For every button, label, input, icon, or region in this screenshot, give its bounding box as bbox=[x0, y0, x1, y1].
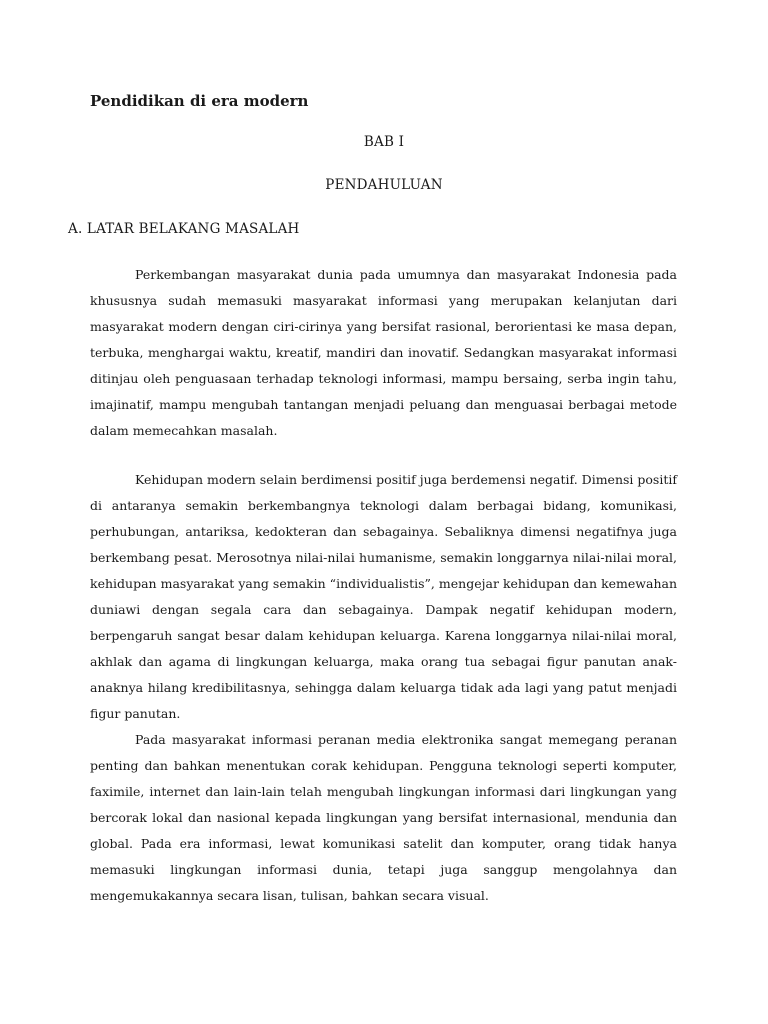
paragraph-1: Perkembangan masyarakat dunia pada umumnya dan masyarakat Indonesia pada khususnya sudah memasuki masyarakat informasi yang merupakan kelanjutan dari masyarakat modern dengan ciri-cirinya yang bersifat rasional, berorientasi ke masa depan, terbuka, menghargai waktu, kreatif, mandiri dan inovatif. Sedangkan masyarakat informasi ditinjau oleh penguasaan terhadap teknologi informasi, mampu bersaing, serba ingin tahu, imajinatif, mampu mengubah tantangan menjadi peluang dan menguasai berbagai metode dalam memecahkan masalah. bbox=[90, 267, 677, 438]
document-title: Pendidikan di era modern bbox=[90, 92, 309, 110]
chapter-number: BAB I bbox=[363, 134, 405, 150]
section-heading: A. LATAR BELAKANG MASALAH bbox=[68, 221, 300, 237]
paragraph-3: Pada masyarakat informasi peranan media elektronika sangat memegang peranan penting dan bahkan menentukan corak kehidupan. Pengguna teknologi seperti komputer, faximile, internet dan lain-lain telah mengubah lingkungan informasi dari lingkungan yang bercorak lokal dan nasional kepada lingkungan yang bersifat internasional, mendunia dan global. Pada era informasi, lewat komunikasi satelit dan komputer, orang tidak hanya memasuki lingkungan informasi dunia, tetapi juga sanggup mengolahnya dan mengemukakannya secara lisan, tulisan, bahkan secara visual. bbox=[90, 732, 677, 903]
chapter-title: PENDAHULUAN bbox=[325, 177, 443, 193]
paragraph-2: Kehidupan modern selain berdimensi positif juga berdemensi negatif. Dimensi positif di antaranya semakin berkembangnya teknologi dalam berbagai bidang, komunikasi, perhubungan, antariksa, kedokteran dan sebagainya. Sebaliknya dimensi negatifnya juga berkembang pesat. Merosotnya nilai-nilai humanisme, semakin longgarnya nilai-nilai moral, kehidupan masyarakat yang semakin “individualistis”, mengejar kehidupan dan kemewahan duniawi dengan segala cara dan sebagainya. Dampak negatif kehidupan modern, berpengaruh sangat besar dalam kehidupan keluarga. Karena longgarnya nilai-nilai moral, akhlak dan agama di lingkungan keluarga, maka orang tua sebagai figur panutan anak-anaknya hilang kredibilitasnya, sehingga dalam keluarga tidak ada lagi yang patut menjadi figur panutan. bbox=[90, 472, 677, 721]
